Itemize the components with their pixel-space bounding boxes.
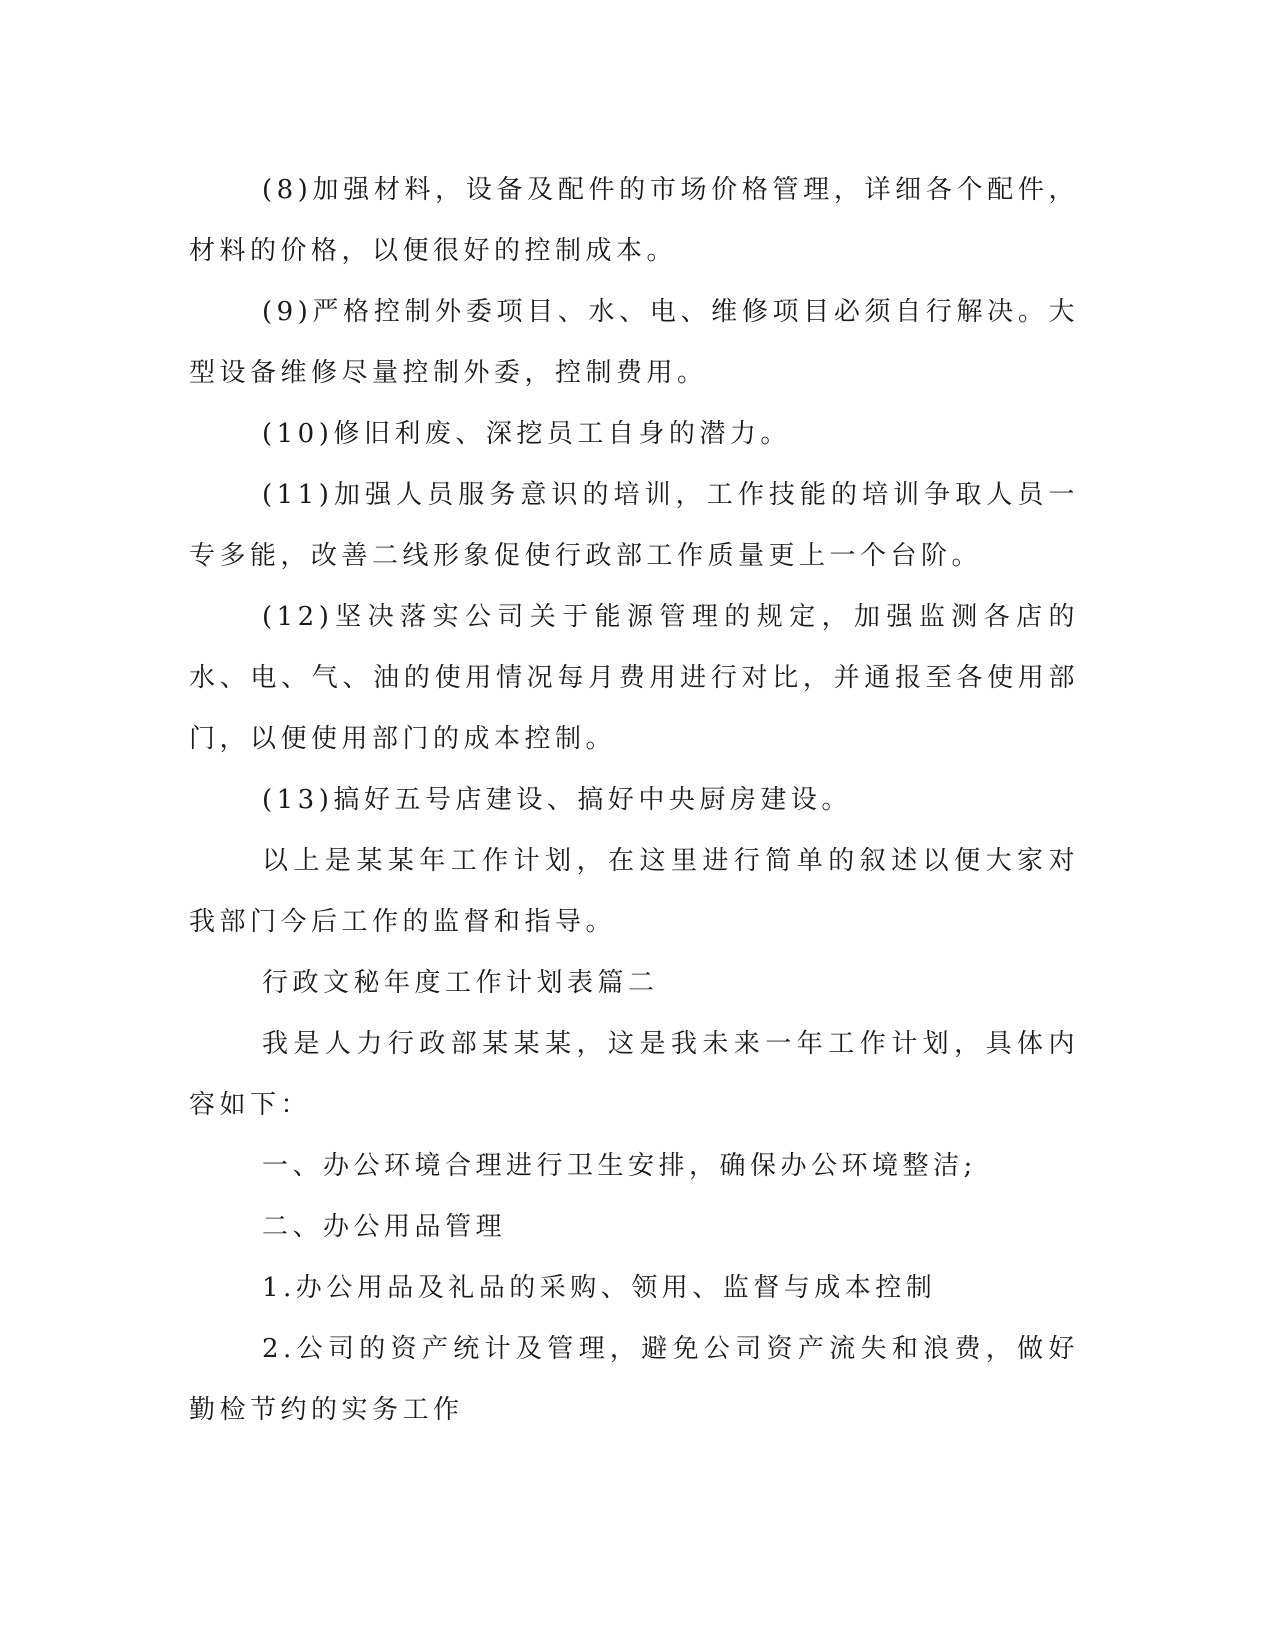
paragraph-point-two: 二、办公用品管理 [262,1212,507,1242]
paragraph-item-13: (13)搞好五号店建设、搞好中央厨房建设。 [262,785,852,815]
paragraph-summary: 以上是某某年工作计划，在这里进行简单的叙述以便大家对我部门今后工作的监督和指导。 [189,846,1079,937]
paragraph-item-8: (8)加强材料，设备及配件的市场价格管理，详细各个配件，材料的价格，以便很好的控制成本。 [189,175,1079,266]
paragraph-intro: 我是人力行政部某某某，这是我未来一年工作计划，具体内容如下： [189,1029,1079,1120]
section-heading: 行政文秘年度工作计划表篇二 [262,968,659,998]
paragraph-item-12: (12)坚决落实公司关于能源管理的规定，加强监测各店的水、电、气、油的使用情况每月费用进行对比，并通报至各使用部门，以便使用部门的成本控制。 [189,602,1079,754]
paragraph-subpoint-1: 1.办公用品及礼品的采购、领用、监督与成本控制 [262,1273,937,1303]
paragraph-point-one: 一、办公环境合理进行卫生安排，确保办公环境整洁; [262,1151,977,1181]
document-page [189,160,1079,1441]
paragraph-item-9: (9)严格控制外委项目、水、电、维修项目必须自行解决。大型设备维修尽量控制外委，控制费用。 [189,297,1079,388]
paragraph-item-10: (10)修旧利废、深挖员工自身的潜力。 [262,419,791,449]
paragraph-item-11: (11)加强人员服务意识的培训，工作技能的培训争取人员一专多能，改善二线形象促使行政部工作质量更上一个台阶。 [189,480,1079,571]
paragraph-subpoint-2: 2.公司的资产统计及管理，避免公司资产流失和浪费，做好勤检节约的实务工作 [189,1334,1079,1425]
